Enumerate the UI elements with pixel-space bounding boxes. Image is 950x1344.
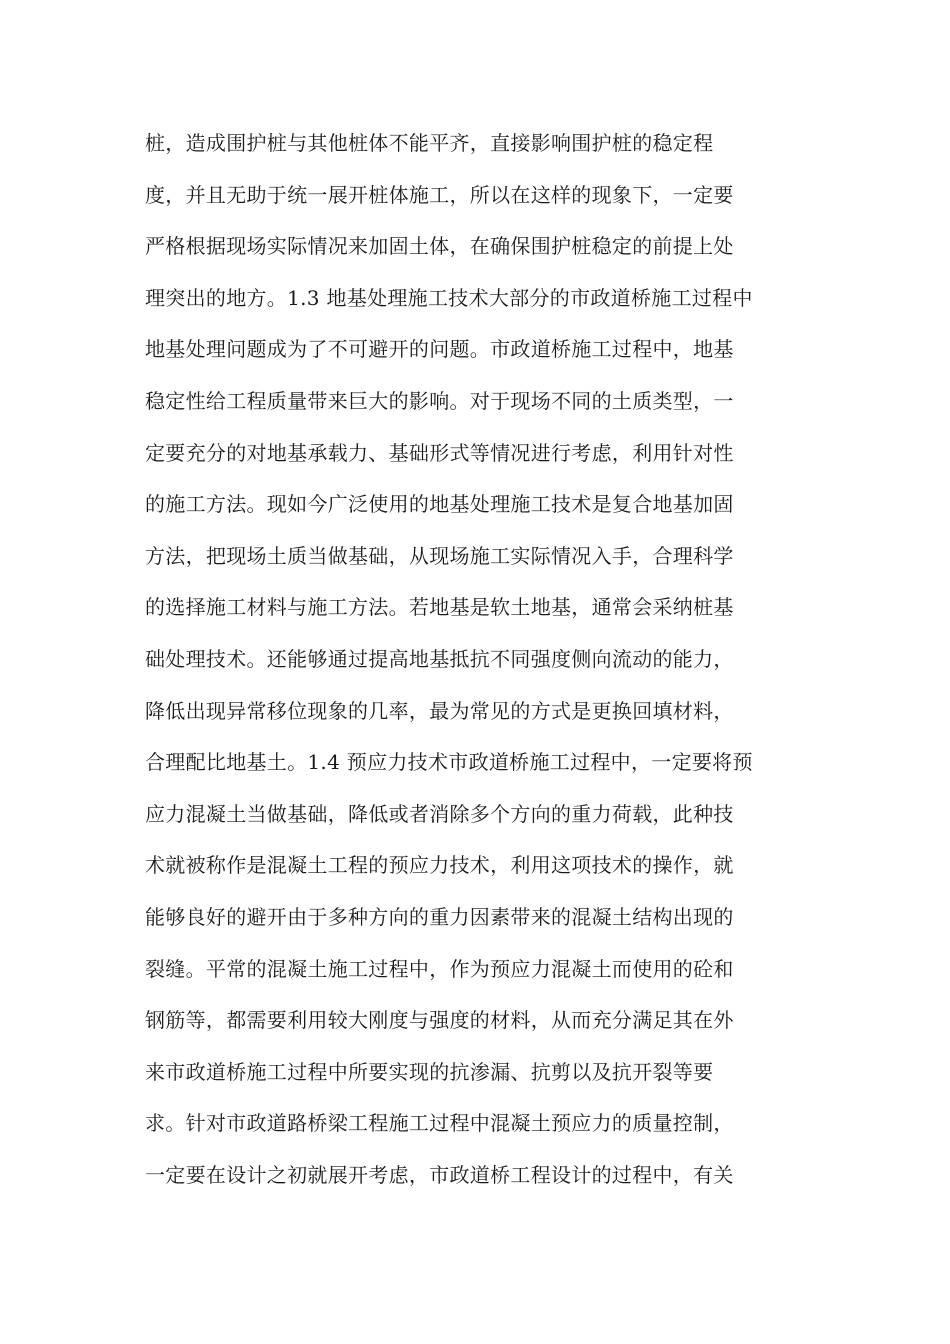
text-line: 理突出的地方。1.3 地基处理施工技术大部分的市政道桥施工过程中: [145, 285, 753, 310]
text-line: 一定要在设计之初就展开考虑，市政道桥工程设计的过程中，有关: [145, 1162, 734, 1187]
body-text: [145, 118, 815, 1201]
text-line: 降低出现异常移位现象的几率，最为常见的方式是更换回填材料，: [145, 698, 734, 723]
text-line: 桩，造成围护桩与其他桩体不能平齐，直接影响围护桩的稳定程: [145, 131, 714, 155]
text-line: 钢筋等，都需要利用较大刚度与强度的材料，从而充分满足其在外: [145, 1008, 734, 1033]
text-line: 定要充分的对地基承载力、基础形式等情况进行考虑，利用针对性: [145, 440, 734, 465]
text-line: 术就被称作是混凝土工程的预应力技术，利用这项技术的操作，就: [145, 853, 734, 878]
text-line: 能够良好的避开由于多种方向的重力因素带来的混凝土结构出现的: [145, 904, 734, 929]
text-line: 求。针对市政道路桥梁工程施工过程中混凝土预应力的质量控制，: [145, 1111, 734, 1136]
text-line: 合理配比地基土。1.4 预应力技术市政道桥施工过程中，一定要将预: [145, 750, 753, 775]
text-line: 地基处理问题成为了不可避开的问题。市政道桥施工过程中，地基: [145, 337, 734, 362]
text-line: 方法，把现场土质当做基础，从现场施工实际情况入手，合理科学: [145, 543, 734, 568]
text-line: 来市政道桥施工过程中所要实现的抗渗漏、抗剪以及抗开裂等要: [145, 1059, 714, 1084]
text-line: 裂缝。平常的混凝土施工过程中，作为预应力混凝土而使用的砼和: [145, 956, 734, 981]
text-line: 严格根据现场实际情况来加固土体，在确保围护桩稳定的前提上处: [145, 234, 734, 259]
text-line: 度，并且无助于统一展开桩体施工，所以在这样的现象下，一定要: [145, 182, 734, 207]
text-line: 的施工方法。现如今广泛使用的地基处理施工技术是复合地基加固: [145, 492, 734, 517]
text-line: 稳定性给工程质量带来巨大的影响。对于现场不同的土质类型，一: [145, 388, 734, 413]
text-line: 应力混凝土当做基础，降低或者消除多个方向的重力荷载，此种技: [145, 801, 734, 826]
text-line: 的选择施工材料与施工方法。若地基是软土地基，通常会采纳桩基: [145, 595, 734, 620]
text-line: 础处理技术。还能够通过提高地基抵抗不同强度侧向流动的能力，: [145, 646, 734, 671]
